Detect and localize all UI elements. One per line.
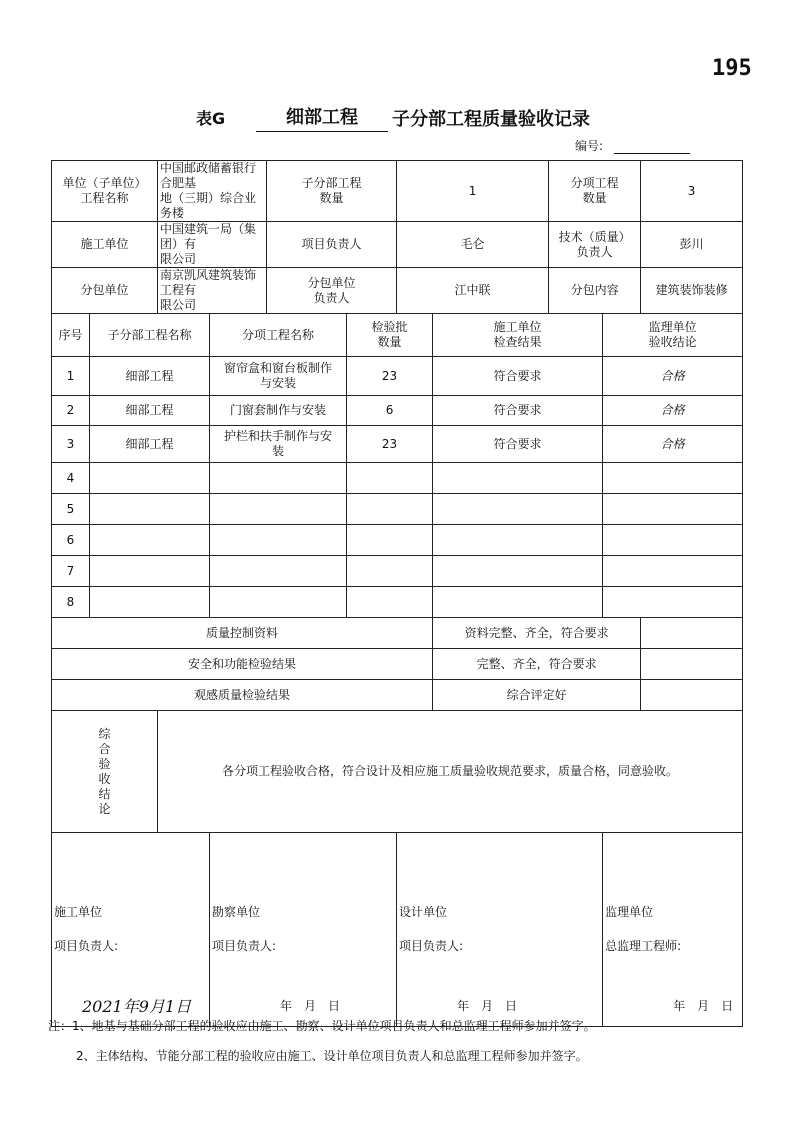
row-sub: 细部工程 [90,357,210,396]
tech-label-text: 技术（质量） 负责人 [558,229,631,259]
sub-content-label: 分包内容 [549,268,641,314]
col-conclusion-text: 监理单位 验收结论 [648,320,697,349]
row-no: 4 [52,463,90,494]
subcontractor-label: 分包单位 [52,268,158,314]
sig-date: 年 月 日 [457,999,518,1013]
row-item [210,494,347,525]
row-item: 门窗套制作与安装 [210,396,347,426]
row-result [433,587,603,618]
row-item [210,357,347,396]
row-result [433,494,603,525]
sig-person-label: 总监理工程师: [605,939,682,953]
col-item-name: 分项工程名称 [210,314,347,357]
pm-value: 毛仑 [397,222,549,268]
subcontractor-value-text: 南京凯风建筑装饰工程有 限公司 [160,268,257,312]
item-count-label-text: 分项工程 数量 [570,176,619,205]
tech-label [549,222,641,268]
sig-block-survey [210,833,397,1027]
row-result [433,525,603,556]
row-count [347,525,433,556]
sig-unit-label: 勘察单位 [212,905,261,919]
summary-appearance-empty [641,680,743,711]
constructor-value-text: 中国建筑一局（集团）有 限公司 [160,222,257,266]
row-result [433,463,603,494]
row-sub: 细部工程 [90,396,210,426]
row-count: 23 [347,357,433,396]
row-sub [90,525,210,556]
sig-block-construction [52,833,210,1027]
row-sub [90,587,210,618]
sig-person-label: 项目负责人: [54,939,119,953]
row-no: 7 [52,556,90,587]
summary-appearance-value: 综合评定好 [433,680,641,711]
row-sub [90,463,210,494]
row-no: 2 [52,396,90,426]
sig-date: 年 月 日 [280,999,341,1013]
sig-block-supervision [603,833,743,1027]
table-row [52,396,743,426]
col-check-result [433,314,603,357]
row-item [210,587,347,618]
summary-quality-label: 质量控制资料 [52,618,433,649]
summary-quality-empty [641,618,743,649]
row-no: 1 [52,357,90,396]
col-batch-count [347,314,433,357]
table-row [52,525,743,556]
constructor-label: 施工单位 [52,222,158,268]
item-count-value: 3 [641,161,743,222]
row-conclusion-signature: 合格 [603,357,743,396]
sig-block-design [397,833,603,1027]
unit-label-text: 单位（子单位） 工程名称 [62,176,147,205]
row-count [347,556,433,587]
note-2: 2、主体结构、节能分部工程的验收应由施工、设计单位项目负责人和总监理工程师参加并签字。 [76,1049,588,1063]
sub-pm-value: 江中联 [397,268,549,314]
row-item [210,525,347,556]
acceptance-record-table [51,160,743,1027]
table-row [52,556,743,587]
table-row [52,587,743,618]
item-count-label [549,161,641,222]
row-conclusion [603,494,743,525]
col-check-result-text: 施工单位 检查结果 [493,320,542,349]
sub-pm-label-text: 分包单位 负责人 [307,275,356,305]
row-sub [90,556,210,587]
row-conclusion-signature: 合格 [603,426,743,463]
sub-count-label-text: 子分部工程 数量 [301,176,362,205]
sig-unit-label: 监理单位 [605,905,654,919]
number-field[interactable] [614,153,690,154]
row-item [210,426,347,463]
conclusion-text: 各分项工程验收合格，符合设计及相应施工质量验收规范要求，质量合格，同意验收。 [158,711,743,833]
col-batch-count-text: 检验批 数量 [371,320,408,349]
table-row [52,494,743,525]
row-count [347,463,433,494]
row-item [210,556,347,587]
row-no: 5 [52,494,90,525]
tech-value: 彭川 [641,222,743,268]
number-label: 编号: [575,139,604,153]
summary-quality-value: 资料完整、齐全，符合要求 [433,618,641,649]
row-sub [90,494,210,525]
row-no: 6 [52,525,90,556]
summary-appearance-label: 观感质量检验结果 [52,680,433,711]
row-conclusion [603,463,743,494]
subcontractor-value [158,268,267,314]
conclusion-label [52,711,158,833]
row-item-text: 护栏和扶手制作与安 装 [224,429,333,458]
row-no: 3 [52,426,90,463]
sig-date: 年 月 日 [673,999,734,1013]
sig-date: 2021年9月1日 [82,997,192,1016]
form-title: 子分部工程质量验收记录 [392,109,590,130]
sub-pm-label [267,268,397,314]
summary-safety-value: 完整、齐全，符合要求 [433,649,641,680]
sig-unit-label: 设计单位 [399,905,448,919]
table-row [52,426,743,463]
sig-person-label: 项目负责人: [399,939,464,953]
row-conclusion [603,556,743,587]
table-row [52,463,743,494]
row-conclusion-signature: 合格 [603,396,743,426]
pm-label: 项目负责人 [267,222,397,268]
unit-value-text: 中国邮政储蓄银行合肥基 地（三期）综合业务楼 [160,161,257,220]
table-row [52,357,743,396]
col-conclusion [603,314,743,357]
row-conclusion [603,587,743,618]
constructor-value [158,222,267,268]
note-1: 注：1、地基与基础分部工程的验收应由施工、勘察、设计单位项目负责人和总监理工程师参加并签字。 [48,1019,596,1033]
row-conclusion [603,525,743,556]
row-item [210,463,347,494]
row-result: 符合要求 [433,426,603,463]
row-result: 符合要求 [433,357,603,396]
row-sub: 细部工程 [90,426,210,463]
form-code: 表G [196,109,226,128]
row-result: 符合要求 [433,396,603,426]
row-count: 6 [347,396,433,426]
unit-label [52,161,158,222]
conclusion-label-text: 综 合 验 收 结 论 [98,726,111,816]
project-name-title: 细部工程 [256,103,388,132]
col-sub-name: 子分部工程名称 [90,314,210,357]
sub-count-value: 1 [397,161,549,222]
row-no: 8 [52,587,90,618]
summary-safety-empty [641,649,743,680]
row-item-text: 窗帘盒和窗台板制作 与安装 [224,361,333,390]
col-no: 序号 [52,314,90,357]
row-count [347,587,433,618]
sub-count-label [267,161,397,222]
sub-content-value: 建筑装饰装修 [641,268,743,314]
sig-person-label: 项目负责人: [212,939,277,953]
row-count: 23 [347,426,433,463]
sig-unit-label: 施工单位 [54,905,103,919]
row-result [433,556,603,587]
summary-safety-label: 安全和功能检验结果 [52,649,433,680]
page-number: 195 [712,56,752,81]
unit-value [158,161,267,222]
row-count [347,494,433,525]
